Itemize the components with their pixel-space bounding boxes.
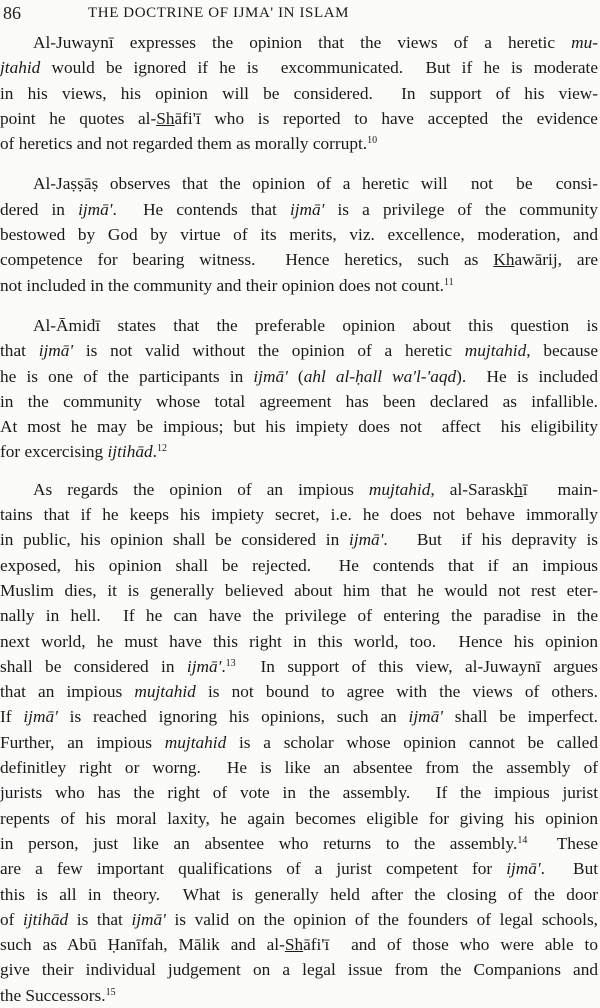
text-line: jurists who has the right of vote in the assembly. If the impious jurist (0, 783, 598, 803)
paragraph-gap (0, 156, 598, 171)
paragraph (0, 477, 598, 1008)
text-line: At most he may be impious; but his impiety does not affect his eligibility (0, 417, 598, 437)
paragraph (0, 171, 598, 297)
page-number: 86 (3, 3, 21, 23)
text-line: for excercising ijtihād.$^{12}$ (0, 442, 167, 462)
text-line: definitley right or worng. He is like an absentee from the assembly of (0, 758, 598, 778)
text-line: If ijmā' is reached ignoring his opinions, such an ijmā' shall be imperfect. (0, 707, 598, 727)
text-line: point he quotes al-Shāfi'ī who is reported to have accepted the evidence (0, 108, 598, 128)
text-line: this is all in theory. What is generally held after the closing of the door (0, 884, 598, 904)
text-line: Al-Jaṣṣāṣ observes that the opinion of a heretic will not be consi- (33, 174, 598, 194)
running-title: THE DOCTRINE OF IJMA' IN ISLAM (88, 5, 350, 21)
text-line: tains that if he keeps his impiety secret, i.e. he does not behave immorally (0, 505, 598, 525)
text-line: bestowed by God by virtue of its merits, viz. excellence, moderation, and (0, 225, 598, 245)
text-line: the Successors.$^{15}$ (0, 985, 116, 1005)
text-line: such as Abū Ḥanīfah, Mālik and al-Shāfi'ī and of those who were able to (0, 935, 598, 955)
text-line: of ijtihād is that ijmā' is valid on the opinion of the founders of legal schools, (0, 909, 599, 929)
body-text (0, 30, 598, 1008)
page-header (0, 0, 600, 28)
paragraph-gap (0, 465, 598, 477)
text-line: jtahid would be ignored if he is excommunicated. But if he is moderate (0, 58, 598, 78)
text-line: in person, just like an absentee who returns to the assembly.$^{14}$ These (0, 833, 598, 853)
text-line: nally in hell. If he can have the privilege of entering the paradise in the (0, 606, 598, 626)
text-line: that an impious mujtahid is not bound to agree with the views of others. (0, 682, 598, 702)
text-line: are a few important qualifications of a jurist competent for ijmā'. But (0, 859, 599, 879)
text-line: not included in the community and their opinion does not count.$^{11}$ (0, 275, 454, 295)
text-line: repents of his moral laxity, he again becomes eligible for giving his opinion (0, 808, 598, 828)
text-line: Further, an impious mujtahid is a scholar whose opinion cannot be called (0, 732, 598, 752)
text-line: of heretics and not regarded them as morally corrupt.$^{10}$ (0, 134, 378, 154)
text-line: he is one of the participants in ijmā' (ahl al-ḥall wa'l-'aqd). He is included (0, 366, 598, 386)
text-line: Al-Juwaynī expresses the opinion that the views of a heretic mu- (33, 33, 598, 52)
text-line: next world, he must have this right in this world, too. Hence his opinion (0, 631, 598, 651)
text-line: As regards the opinion of an impious mujtahid, al-Saraskhī main- (33, 479, 598, 499)
text-line: that ijmā' is not valid without the opinion of a heretic mujtahid, because (0, 341, 599, 361)
text-line: Muslim dies, it is generally believed about him that he would not rest eter- (0, 580, 598, 600)
text-line: in public, his opinion shall be considered in ijmā'. But if his depravity is (0, 530, 598, 550)
text-line: Al-Āmidī states that the preferable opinion about this question is (33, 315, 598, 335)
paragraph (0, 30, 598, 156)
text-line: in the community whose total agreement has been declared as infallible. (0, 391, 598, 411)
paragraph (0, 313, 598, 465)
text-line: dered in ijmā'. He contends that ijmā' is a privilege of the community (0, 199, 598, 219)
paragraph-gap (0, 298, 598, 313)
text-line: in his views, his opinion will be considered. In support of his view- (0, 83, 598, 103)
text-line: give their individual judgement on a legal issue from the Companions and (0, 960, 598, 980)
text-line: exposed, his opinion shall be rejected. He contends that if an impious (0, 555, 598, 575)
text-line: competence for bearing witness. Hence heretics, such as Khawārij, are (0, 250, 598, 270)
text-line: shall be considered in ijmā'.$^{13}$ In support of this view, al-Juwaynī argues (0, 656, 599, 676)
